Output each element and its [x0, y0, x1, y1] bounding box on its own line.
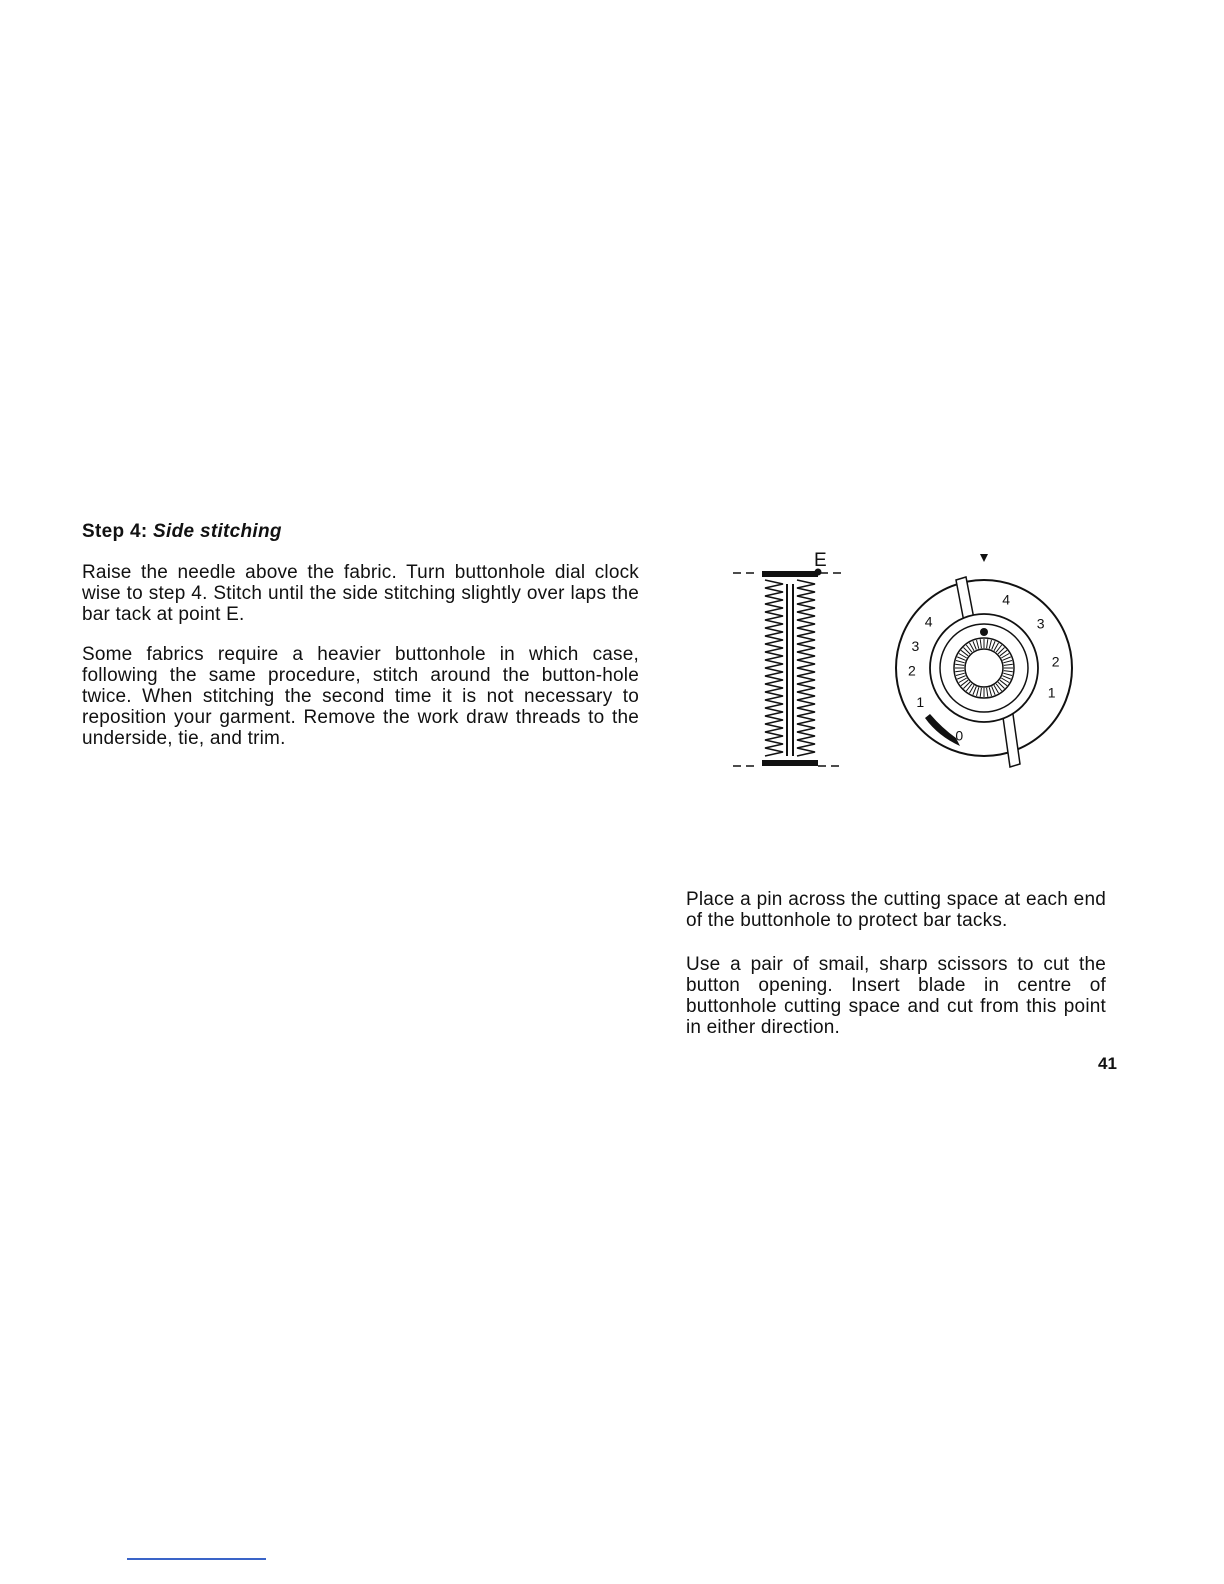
paragraph-use-scissors: Use a pair of smail, sharp scissors to cut the button opening. Insert blade in centre of buttonhole cutting space and cut from this point in either direction.	[686, 954, 1106, 1038]
point-e-label: E	[814, 550, 827, 571]
dial-number-label: 2	[908, 662, 916, 679]
dial-number-label: 3	[911, 637, 920, 654]
paragraph-place-pin: Place a pin across the cutting space at each end of the buttonhole to protect bar tacks.	[686, 889, 1106, 931]
step-prefix: Step 4:	[82, 521, 148, 542]
dial-number-label: 1	[1047, 684, 1056, 701]
triangle-down-icon	[980, 554, 988, 562]
dial-number-label: 0	[955, 727, 964, 744]
step-heading	[82, 521, 282, 543]
dial-number-label: 3	[1036, 615, 1045, 632]
paragraph-heavier-buttonhole: Some fabrics require a heavier buttonhole in which case, following the same procedure, stitch around the button-hole twice. When stitching the second time it is not necessary to reposition your garment. Remove the work draw threads to the underside, tie, and trim.	[82, 644, 639, 749]
paragraph-raise-needle: Raise the needle above the fabric. Turn buttonhole dial clock wise to step 4. Stitch until the side stitching slightly over laps the bar tack at point E.	[82, 562, 639, 625]
footer-rule	[127, 1558, 266, 1560]
dial-number-label: 4	[924, 613, 933, 630]
buttonhole-stitch-diagram	[733, 550, 842, 766]
dial-number-label: 4	[1002, 591, 1010, 608]
buttonhole-dial-figure	[720, 540, 1120, 780]
step-title: Side stitching	[153, 521, 282, 542]
dial-number-label: 1	[916, 693, 925, 710]
buttonhole-dial	[896, 554, 1072, 767]
dial-number-label: 2	[1051, 653, 1060, 670]
page-number: 41	[1098, 1054, 1117, 1073]
